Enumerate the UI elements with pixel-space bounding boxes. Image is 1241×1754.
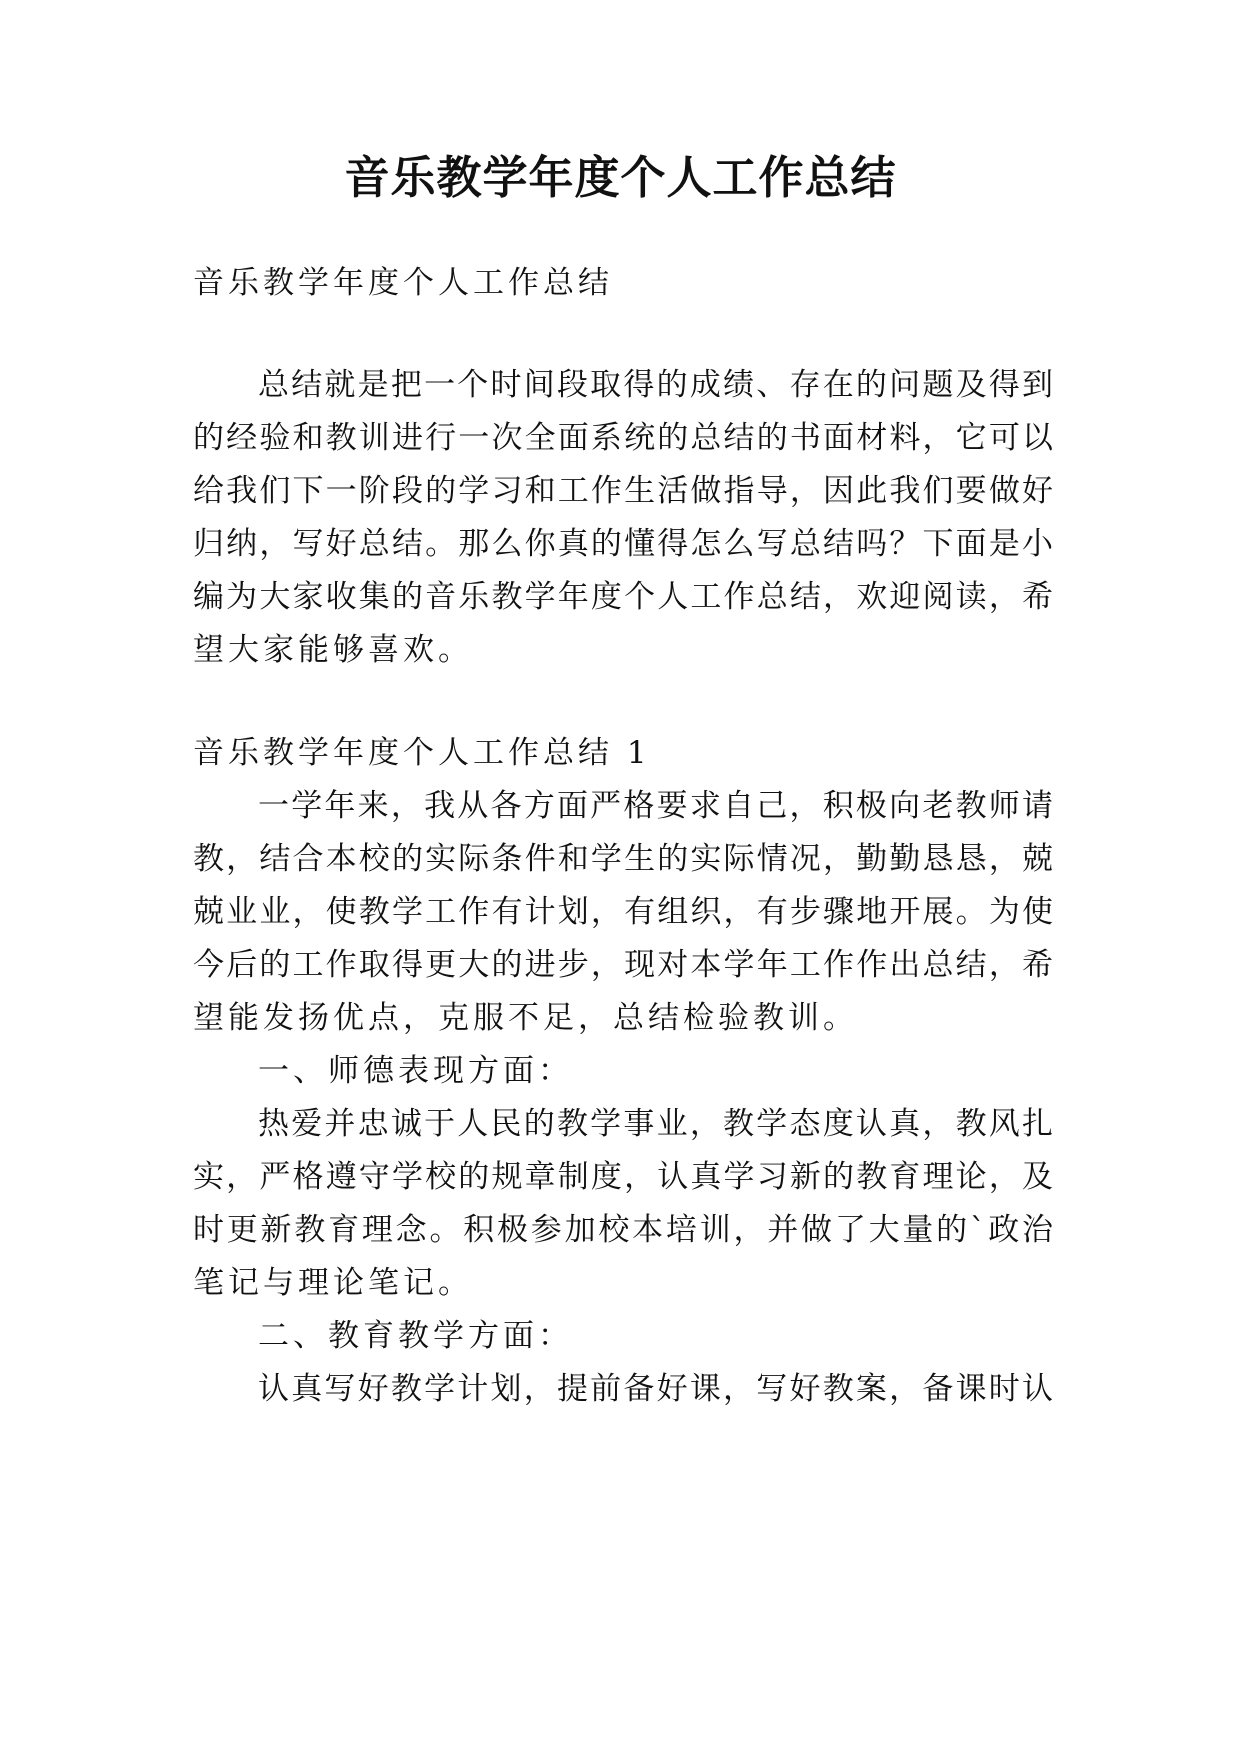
paragraph-line: 实，严格遵守学校的规章制度，认真学习新的教育理论，及 — [193, 1159, 1053, 1195]
section-line: 一学年来，我从各方面严格要求自己，积极向老教师请 — [258, 788, 1053, 824]
intro-line: 望大家能够喜欢。 — [193, 632, 473, 668]
section-line: 今后的工作取得更大的进步，现对本学年工作作出总结，希 — [193, 947, 1053, 983]
paragraph-line: 热爱并忠诚于人民的教学事业，教学态度认真，教风扎 — [258, 1106, 1053, 1142]
paragraph-line: 时更新教育理念。积极参加校本培训，并做了大量的`政治 — [193, 1212, 1053, 1248]
intro-line: 编为大家收集的音乐教学年度个人工作总结，欢迎阅读，希 — [193, 579, 1053, 615]
intro-line: 归纳，写好总结。那么你真的懂得怎么写总结吗？下面是小 — [193, 526, 1053, 562]
paragraph-line: 认真写好教学计划，提前备好课，写好教案，备课时认 — [258, 1371, 1053, 1407]
document-title: 音乐教学年度个人工作总结 — [344, 151, 897, 204]
section-line: 兢业业，使教学工作有计划，有组织，有步骤地开展。为使 — [193, 894, 1053, 930]
intro-line: 给我们下一阶段的学习和工作生活做指导，因此我们要做好 — [193, 473, 1053, 509]
intro-line: 总结就是把一个时间段取得的成绩、存在的问题及得到 — [258, 367, 1053, 403]
subsection-heading: 一、师德表现方面： — [258, 1053, 573, 1089]
subsection-heading: 二、教育教学方面： — [258, 1318, 573, 1354]
intro-line: 的经验和教训进行一次全面系统的总结的书面材料，它可以 — [193, 420, 1053, 456]
document-subtitle: 音乐教学年度个人工作总结 — [193, 265, 613, 301]
section-heading: 音乐教学年度个人工作总结 1 — [193, 735, 651, 771]
section-line: 教，结合本校的实际条件和学生的实际情况，勤勤恳恳，兢 — [193, 841, 1053, 877]
section-line: 望能发扬优点，克服不足，总结检验教训。 — [193, 1000, 858, 1036]
paragraph-line: 笔记与理论笔记。 — [193, 1265, 473, 1301]
